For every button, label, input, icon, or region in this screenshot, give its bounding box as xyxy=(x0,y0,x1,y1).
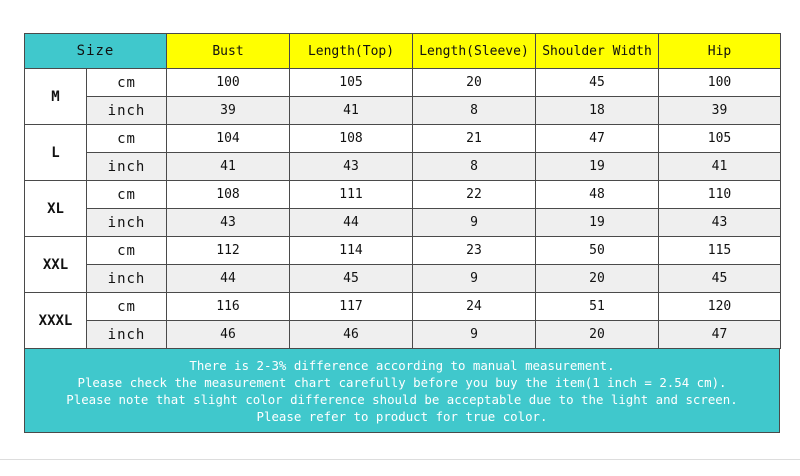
hip-cell: 45 xyxy=(659,265,781,293)
size-label: L xyxy=(25,125,87,181)
length-sleeve-cell: 9 xyxy=(413,321,536,349)
bust-cell: 46 xyxy=(167,321,290,349)
unit-cell: inch xyxy=(87,265,167,293)
bust-cell: 44 xyxy=(167,265,290,293)
length-top-cell: 44 xyxy=(290,209,413,237)
unit-cell: cm xyxy=(87,237,167,265)
hip-cell: 39 xyxy=(659,97,781,125)
unit-cell: cm xyxy=(87,293,167,321)
table-row xyxy=(25,321,781,349)
length-top-cell: 45 xyxy=(290,265,413,293)
table-row xyxy=(25,237,781,265)
length-top-cell: 105 xyxy=(290,69,413,97)
table-row xyxy=(25,69,781,97)
length-top-cell: 114 xyxy=(290,237,413,265)
table-row xyxy=(25,97,781,125)
length-top-cell: 41 xyxy=(290,97,413,125)
header-length-sleeve: Length(Sleeve) xyxy=(413,34,536,69)
shoulder-width-cell: 19 xyxy=(536,153,659,181)
hip-cell: 47 xyxy=(659,321,781,349)
shoulder-width-cell: 47 xyxy=(536,125,659,153)
table-row xyxy=(25,293,781,321)
length-top-cell: 46 xyxy=(290,321,413,349)
shoulder-width-cell: 20 xyxy=(536,265,659,293)
length-sleeve-cell: 8 xyxy=(413,153,536,181)
bust-cell: 104 xyxy=(167,125,290,153)
unit-cell: inch xyxy=(87,321,167,349)
length-sleeve-cell: 9 xyxy=(413,209,536,237)
shoulder-width-cell: 51 xyxy=(536,293,659,321)
header-row xyxy=(25,34,781,69)
size-label: XXXL xyxy=(25,293,87,349)
length-sleeve-cell: 20 xyxy=(413,69,536,97)
bust-cell: 39 xyxy=(167,97,290,125)
length-sleeve-cell: 9 xyxy=(413,265,536,293)
note-line: Please refer to product for true color. xyxy=(256,409,548,424)
bust-cell: 41 xyxy=(167,153,290,181)
shoulder-width-cell: 20 xyxy=(536,321,659,349)
unit-cell: inch xyxy=(87,153,167,181)
unit-cell: cm xyxy=(87,125,167,153)
table-row xyxy=(25,265,781,293)
length-top-cell: 117 xyxy=(290,293,413,321)
length-top-cell: 43 xyxy=(290,153,413,181)
hip-cell: 43 xyxy=(659,209,781,237)
header-shoulder-width: Shoulder Width xyxy=(536,34,659,69)
size-table xyxy=(24,33,781,349)
length-sleeve-cell: 24 xyxy=(413,293,536,321)
table-row xyxy=(25,153,781,181)
hip-cell: 100 xyxy=(659,69,781,97)
note-line: Please note that slight color difference should be acceptable due to the light and screen. xyxy=(66,392,738,407)
bust-cell: 100 xyxy=(167,69,290,97)
header-length-top: Length(Top) xyxy=(290,34,413,69)
length-sleeve-cell: 8 xyxy=(413,97,536,125)
hip-cell: 110 xyxy=(659,181,781,209)
size-label: XXL xyxy=(25,237,87,293)
bust-cell: 112 xyxy=(167,237,290,265)
bust-cell: 43 xyxy=(167,209,290,237)
shoulder-width-cell: 18 xyxy=(536,97,659,125)
unit-cell: inch xyxy=(87,97,167,125)
unit-cell: cm xyxy=(87,69,167,97)
divider xyxy=(0,459,800,460)
measurement-notes xyxy=(24,349,780,433)
shoulder-width-cell: 48 xyxy=(536,181,659,209)
table-row xyxy=(25,209,781,237)
length-sleeve-cell: 22 xyxy=(413,181,536,209)
size-label: XL xyxy=(25,181,87,237)
bust-cell: 116 xyxy=(167,293,290,321)
unit-cell: inch xyxy=(87,209,167,237)
shoulder-width-cell: 50 xyxy=(536,237,659,265)
length-sleeve-cell: 21 xyxy=(413,125,536,153)
unit-cell: cm xyxy=(87,181,167,209)
shoulder-width-cell: 19 xyxy=(536,209,659,237)
hip-cell: 115 xyxy=(659,237,781,265)
length-top-cell: 108 xyxy=(290,125,413,153)
note-line: There is 2-3% difference according to manual measurement. xyxy=(189,358,615,373)
shoulder-width-cell: 45 xyxy=(536,69,659,97)
table-row xyxy=(25,181,781,209)
length-top-cell: 111 xyxy=(290,181,413,209)
length-sleeve-cell: 23 xyxy=(413,237,536,265)
size-label: M xyxy=(25,69,87,125)
note-line: Please check the measurement chart carefully before you buy the item(1 inch = 2.54 cm). xyxy=(77,375,727,390)
hip-cell: 120 xyxy=(659,293,781,321)
header-hip: Hip xyxy=(659,34,781,69)
size-chart xyxy=(24,33,780,433)
header-size: Size xyxy=(25,34,167,69)
bust-cell: 108 xyxy=(167,181,290,209)
hip-cell: 41 xyxy=(659,153,781,181)
table-row xyxy=(25,125,781,153)
hip-cell: 105 xyxy=(659,125,781,153)
header-bust: Bust xyxy=(167,34,290,69)
